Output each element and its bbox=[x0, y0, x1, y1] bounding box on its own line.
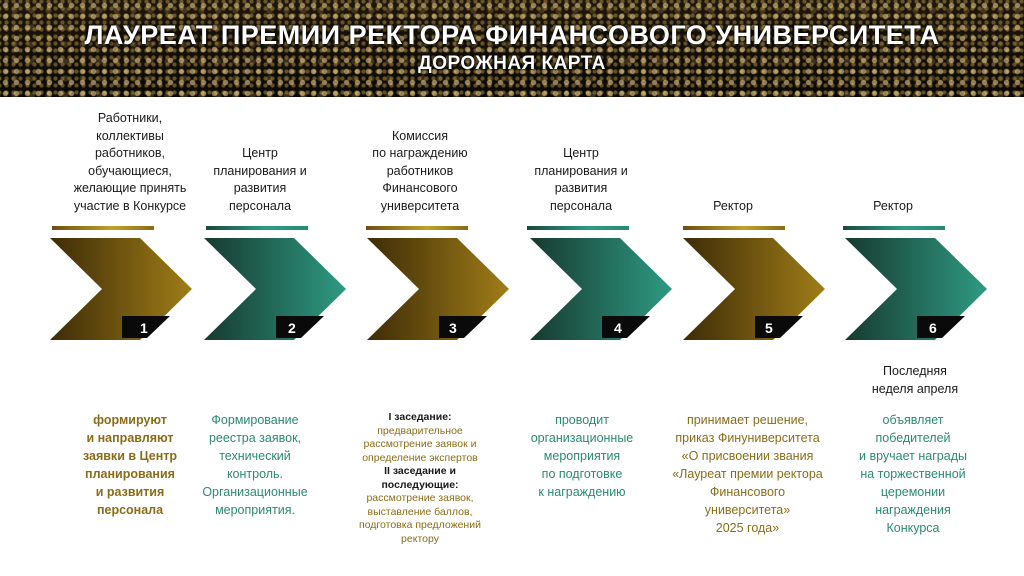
step-2-actor-line: Центр bbox=[242, 146, 278, 160]
step-6-bar bbox=[843, 226, 945, 230]
step-2-actor bbox=[175, 105, 345, 215]
step-2-description-line: мероприятия. bbox=[215, 503, 295, 517]
step-5-actor bbox=[648, 105, 818, 215]
step-1-description-line: и направляют bbox=[86, 431, 174, 445]
step-3-second-session-line: ректору bbox=[401, 532, 439, 545]
page-title: ЛАУРЕАТ ПРЕМИИ РЕКТОРА ФИНАНСОВОГО УНИВЕРСИТЕТА bbox=[84, 20, 940, 50]
step-6-description-line: Конкурса bbox=[886, 521, 940, 535]
step-1-actor-line: желающие принять bbox=[73, 181, 187, 195]
step-4-actor bbox=[496, 105, 666, 215]
step-6-actor bbox=[808, 105, 978, 215]
step-4-description-line: организационные bbox=[530, 431, 634, 445]
step-1-description-line: заявки в Центр bbox=[82, 449, 178, 463]
step-6-description-line: победителей bbox=[875, 431, 951, 445]
step-4-number: 4 bbox=[614, 320, 622, 336]
step-1-actor-line: работников, bbox=[94, 146, 166, 160]
step-4-description bbox=[507, 411, 657, 501]
step-1-description-line: и развития bbox=[95, 485, 165, 499]
step-2-number-tab bbox=[276, 316, 324, 338]
step-1-actor-line: обучающиеся, bbox=[88, 163, 172, 178]
step-6-description bbox=[828, 411, 998, 537]
step-5-chevron bbox=[683, 238, 828, 340]
step-5-description-line: университета» bbox=[704, 503, 791, 517]
step-6-chevron bbox=[845, 238, 990, 340]
step-3-first-session-heading: I заседание: bbox=[388, 411, 452, 423]
step-3-actor-line: Финансового bbox=[382, 181, 458, 195]
step-3-first-session-line: предварительное bbox=[377, 424, 463, 437]
step-2-description-line: контроль. bbox=[226, 467, 284, 481]
step-4-bar bbox=[527, 226, 629, 230]
step-3-chevron bbox=[367, 238, 512, 340]
step-3-second-session-heading-line: II заседание и bbox=[384, 465, 456, 477]
step-4-description-line: к награждению bbox=[538, 485, 626, 499]
step-5-actor-line: Ректор bbox=[713, 198, 753, 213]
step-1-description-line: планирования bbox=[85, 467, 175, 481]
step-6-timing-line: неделя апреля bbox=[871, 382, 959, 396]
step-3-number-tab bbox=[439, 316, 487, 338]
step-4-actor-line: Центр bbox=[563, 146, 599, 160]
step-1-description-line: персонала bbox=[96, 503, 164, 517]
step-1-actor-line: участие в Конкурсе bbox=[73, 198, 187, 213]
step-4-description-line: по подготовке bbox=[541, 467, 623, 481]
step-5-description-line: принимает решение, bbox=[686, 413, 809, 427]
step-6-description-line: церемонии bbox=[880, 485, 946, 499]
step-3-description bbox=[335, 411, 505, 546]
step-3-second-session-line: рассмотрение заявок, bbox=[366, 492, 474, 504]
step-1-actor-line: Работники, bbox=[97, 111, 163, 125]
step-6-description-line: и вручает награды bbox=[859, 449, 967, 463]
step-1-number: 1 bbox=[140, 320, 148, 336]
step-6-description-line: объявляет bbox=[882, 413, 944, 427]
step-6-description-line: награждения bbox=[875, 503, 951, 517]
step-5-bar bbox=[683, 226, 785, 230]
step-2-description-line: Организационные bbox=[202, 485, 308, 499]
step-5-description-line: приказ Финуниверситета bbox=[675, 431, 820, 445]
step-3-actor-line: по награждению bbox=[372, 146, 468, 160]
step-4-description-line: мероприятия bbox=[543, 449, 621, 463]
step-3-actor-line: работников bbox=[386, 163, 454, 178]
step-4-actor-line: персонала bbox=[549, 198, 613, 213]
step-3-number: 3 bbox=[449, 320, 457, 336]
step-6-actor-line: Ректор bbox=[873, 198, 913, 213]
step-2-description-line: Формирование bbox=[211, 413, 299, 427]
page-subtitle: ДОРОЖНАЯ КАРТА bbox=[418, 53, 606, 74]
step-6-number-tab bbox=[917, 316, 965, 338]
step-4-description-line: проводит bbox=[555, 413, 609, 427]
step-3-second-session-line: выставление баллов, bbox=[367, 505, 473, 518]
step-5-number-tab bbox=[755, 316, 803, 338]
step-3-actor-line: университета bbox=[380, 198, 460, 213]
step-3-first-session-line: рассмотрение заявок и bbox=[363, 438, 477, 450]
step-4-actor-line: планирования и bbox=[534, 163, 628, 178]
step-6-timing-line: Последняя bbox=[883, 364, 947, 378]
step-5-description bbox=[660, 411, 835, 537]
step-5-description-line: 2025 года» bbox=[715, 521, 780, 535]
step-5-description-line: «О присвоении звания bbox=[681, 449, 814, 463]
step-2-actor-line: развития bbox=[233, 181, 287, 195]
step-2-actor-line: планирования и bbox=[213, 163, 307, 178]
step-5-description-line: Финансового bbox=[709, 485, 786, 499]
step-4-chevron bbox=[530, 238, 675, 340]
step-3-actor bbox=[335, 105, 505, 215]
step-1-actor-line: коллективы bbox=[96, 128, 164, 143]
step-1-bar bbox=[52, 226, 154, 230]
step-6-number: 6 bbox=[929, 320, 937, 336]
step-2-bar bbox=[206, 226, 308, 230]
step-1-description-line: формируют bbox=[93, 413, 167, 427]
step-5-description-line: «Лауреат премии ректора bbox=[672, 467, 823, 481]
step-3-second-session-line: подготовка предложений bbox=[359, 519, 481, 531]
step-2-description-line: технический bbox=[219, 449, 291, 463]
step-3-bar bbox=[366, 226, 468, 230]
step-3-first-session-line: определение экспертов bbox=[362, 451, 478, 464]
step-3-second-session-heading-line: последующие: bbox=[381, 478, 459, 491]
step-4-actor-line: развития bbox=[554, 181, 608, 195]
step-2-chevron bbox=[204, 238, 349, 340]
step-6-description-line: на торжественной bbox=[860, 467, 966, 481]
step-2-number: 2 bbox=[288, 320, 296, 336]
step-3-actor-line: Комиссия bbox=[391, 128, 449, 143]
step-5-number: 5 bbox=[765, 320, 773, 336]
step-2-actor-line: персонала bbox=[228, 198, 292, 213]
step-2-description-line: реестра заявок, bbox=[208, 431, 302, 445]
step-2-description bbox=[180, 411, 330, 519]
step-6-timing bbox=[830, 362, 1000, 398]
step-4-number-tab bbox=[602, 316, 650, 338]
step-1-chevron bbox=[50, 238, 195, 340]
